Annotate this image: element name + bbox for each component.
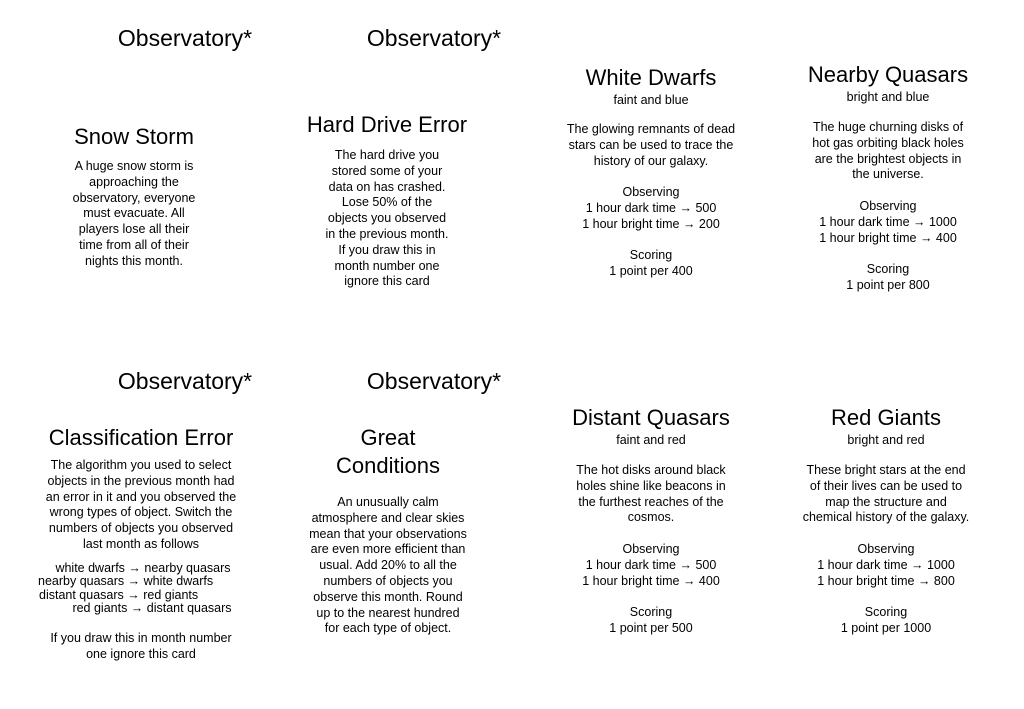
card-description: The glowing remnants of dead stars can be used to trace the history of our galaxy. Observing 1 hour dark time → 500 1 hour bright time → 200 Scoring 1 point per 400 bbox=[545, 122, 757, 280]
card-great-conditions bbox=[287, 424, 489, 637]
card-body: The hard drive you stored some of your data on has crashed. Lose 50% of the objects you observed in the previous month. If you draw this in month number one ignore this card bbox=[325, 148, 449, 289]
card-hard-drive-error bbox=[283, 111, 491, 290]
card-title: Snow Storm bbox=[74, 124, 194, 149]
card-body: The algorithm you used to select objects in the previous month had an error in it and you observed the wrong types of object. Switch the numbers of objects you observed last month as follows bbox=[45, 458, 237, 551]
card-body: An unusually calm atmosphere and clear skies mean that your observations are even more efficient than usual. Add 20% to all the numbers of objects you observe this month. Round up to the nearest hundred for each type of object. bbox=[309, 495, 467, 636]
card-description: The hot disks around black holes shine like beacons in the furthest reaches of the cosmos. Observing 1 hour dark time → 500 1 hour bright time → 400 Scoring 1 point per 500 bbox=[545, 463, 757, 637]
card-subtitle: bright and red bbox=[847, 433, 925, 447]
switch-list: white dwarfs → nearby quasars nearby quasars → white dwarfs distant quasars → red giants red giants → distant quasars bbox=[38, 560, 232, 616]
card-subtitle: bright and blue bbox=[846, 90, 930, 104]
card-white-dwarfs bbox=[545, 64, 757, 280]
card-footer: If you draw this in month number one ignore this card bbox=[50, 630, 232, 661]
scoring-label: Scoring bbox=[866, 262, 910, 277]
card-title: Classification Error bbox=[48, 425, 234, 450]
card-distant-quasars bbox=[545, 404, 757, 637]
card-nearby-quasars bbox=[777, 61, 999, 294]
observing-label: Observing bbox=[622, 541, 680, 556]
scoring-label: Scoring bbox=[629, 248, 673, 263]
card-title: Red Giants bbox=[830, 405, 942, 430]
card-classification-error bbox=[30, 424, 252, 662]
observing-label: Observing bbox=[857, 541, 915, 556]
card-subtitle: faint and red bbox=[616, 433, 686, 447]
card-title: White Dwarfs bbox=[585, 65, 717, 90]
card-snow-storm bbox=[34, 123, 234, 270]
observing-label: Observing bbox=[859, 198, 917, 213]
card-description: The huge churning disks of hot gas orbiting black holes are the brightest objects in the universe. Observing 1 hour dark time → 1000 1 hour bright time → 400 Scoring 1 point per 800 bbox=[777, 120, 999, 294]
card-header-observatory: Observatory* bbox=[117, 25, 253, 51]
card-description: These bright stars at the end of their lives can be used to map the structure and chemical history of the galaxy. Observing 1 hour dark time → 1000 1 hour bright time → 800 Scoring 1 point per 1000 bbox=[774, 463, 998, 637]
card-header-observatory: Observatory* bbox=[117, 368, 253, 394]
card-title: Hard Drive Error bbox=[306, 112, 468, 137]
card-red-giants bbox=[774, 404, 998, 637]
card-subtitle: faint and blue bbox=[613, 93, 689, 107]
card-header-observatory: Observatory* bbox=[366, 368, 502, 394]
card-body: A huge snow storm is approaching the observatory, everyone must evacuate. All players lose all their time from all of their nights this month. bbox=[72, 159, 196, 268]
scoring-label: Scoring bbox=[864, 605, 908, 620]
card-title: Distant Quasars bbox=[572, 405, 730, 430]
card-title: Great Conditions bbox=[336, 425, 440, 478]
card-title: Nearby Quasars bbox=[807, 62, 969, 87]
card-header-observatory: Observatory* bbox=[366, 25, 502, 51]
observing-label: Observing bbox=[622, 185, 680, 200]
scoring-label: Scoring bbox=[629, 605, 673, 620]
